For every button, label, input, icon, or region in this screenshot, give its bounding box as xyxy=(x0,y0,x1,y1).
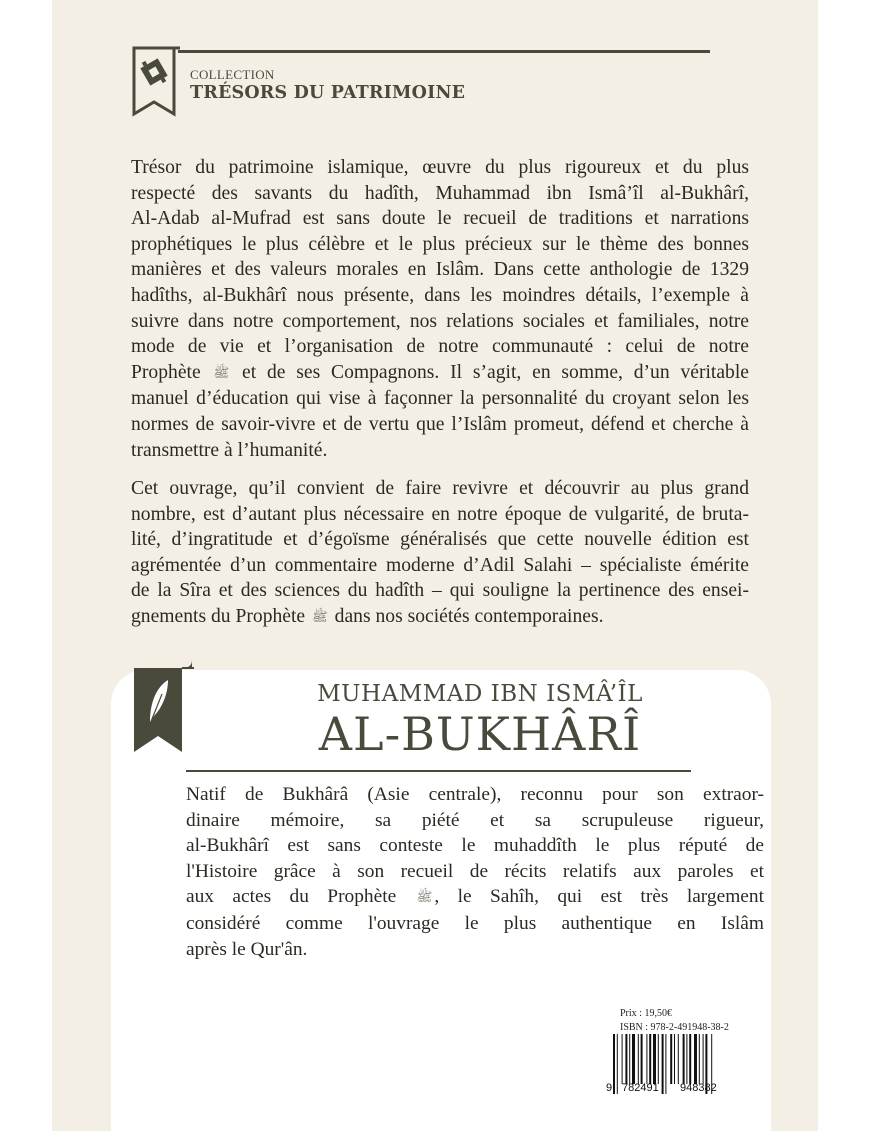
honorific-glyph: ﷺ xyxy=(312,609,328,625)
barcode-bar xyxy=(625,1034,627,1084)
text-line: l'Histoire grâce à son recueil de récits relatifs aux paroles et xyxy=(186,860,764,882)
barcode-bar xyxy=(632,1034,635,1084)
barcode-bar xyxy=(646,1034,647,1084)
text-line: Trésor du patrimoine islamique, œuvre du plus rigoureux et du plus xyxy=(131,157,749,178)
text-line xyxy=(131,360,749,387)
series-title: TRÉSORS DU PATRIMOINE xyxy=(190,83,466,103)
barcode-bar xyxy=(649,1034,651,1084)
barcode-bar xyxy=(670,1034,672,1084)
text-segment: Prophète xyxy=(131,361,201,383)
text-line: nombre, est d’autant plus nécessaire en notre époque de vulgarité, de bruta- xyxy=(131,503,749,525)
honorific-glyph: ﷺ xyxy=(416,890,433,906)
header-rule xyxy=(178,50,710,53)
text-line: dinaire mémoire, sa piété et sa scrupuleuse rigueur, xyxy=(186,809,764,831)
description-paragraph-1 xyxy=(131,155,749,463)
text-line: après le Qur'ân. xyxy=(186,938,308,960)
honorific-glyph: ﷺ xyxy=(213,365,230,381)
text-line: de la Sîra et des sciences du hadîth – qui souligne la pertinence des ensei- xyxy=(131,580,749,602)
text-line: respecté des savants du hadîth, Muhammad ibn Ismâ’îl al-Bukhârî, xyxy=(131,182,749,204)
text-line: manières et des valeurs morales en Islâm. Dans cette anthologie de 1329 xyxy=(131,259,749,281)
text-line: transmettre à l’humanité. xyxy=(131,439,328,461)
text-line: hadîths, al-Bukhârî nous présente, dans les moindres détails, l’exemple à xyxy=(131,284,749,306)
text-line: normes de savoir-vivre et de vertu que l’Islâm promeut, défend et cherche à xyxy=(131,413,749,435)
author-rule xyxy=(186,770,691,772)
text-segment: et de ses Compagnons. Il s’agit, en somme, d’un véritable xyxy=(242,361,749,383)
barcode-bar xyxy=(622,1034,623,1084)
barcode-digit-group: 948382 xyxy=(680,1082,717,1094)
bookmark-quill-icon xyxy=(132,660,194,754)
author-bio xyxy=(186,782,764,962)
isbn-label: ISBN : 978-2-491948-38-2 xyxy=(620,1022,729,1033)
text-line: prophétiques le plus célèbre et le plus précieux sur le thème des bonnes xyxy=(131,233,749,255)
barcode-digit-group: 782491 xyxy=(622,1082,659,1094)
barcode-bar xyxy=(686,1034,687,1084)
text-line: manuel d’éducation qui vise à façonner la personnalité du croyant selon les xyxy=(131,388,749,410)
text-line: agrémentée d’un commentaire moderne d’Adil Salahi – spécialiste émérite xyxy=(131,554,749,576)
barcode-bar xyxy=(653,1034,656,1084)
text-line: mode de vie et l’organisation de notre communauté : celui de notre xyxy=(131,336,749,358)
barcode-bar xyxy=(674,1034,675,1084)
collection-logo-icon xyxy=(130,42,180,118)
text-line: suivre dans notre comportement, nos relations sociales et familiales, notre xyxy=(131,310,749,332)
barcode-bar xyxy=(694,1034,697,1084)
author-last-name: AL-BUKHÂRÎ xyxy=(318,707,642,761)
barcode-bar xyxy=(703,1034,704,1084)
text-segment: aux actes du Prophète xyxy=(186,886,397,908)
text-segment: dans nos sociétés contemporaines. xyxy=(334,605,604,627)
barcode-bar xyxy=(683,1034,685,1084)
barcode-bar xyxy=(658,1034,659,1084)
collection-label: COLLECTION xyxy=(190,67,275,82)
barcode-bar xyxy=(641,1034,643,1084)
text-line: Natif de Bukhârâ (Asie centrale), reconnu pour son extraor- xyxy=(186,784,764,805)
barcode-bar xyxy=(689,1034,691,1084)
text-line xyxy=(186,884,764,911)
barcode-bar xyxy=(662,1034,664,1094)
text-line: lité, d’ingratitude et d’égoïsme généralisés que cette nouvelle édition est xyxy=(131,529,749,551)
barcode-bar xyxy=(638,1034,639,1084)
barcode-bar xyxy=(613,1034,615,1094)
text-segment: gnements du Prophète xyxy=(131,605,306,627)
text-line: Cet ouvrage, qu’il convient de faire revivre et découvrir au plus grand xyxy=(131,478,749,499)
barcode-bar xyxy=(629,1034,630,1084)
text-line: Al-Adab al-Mufrad est sans doute le recueil de traditions et narrations xyxy=(131,208,749,230)
text-line xyxy=(131,604,749,631)
text-line: al-Bukhârî est sans conteste le muhaddîth le plus réputé de xyxy=(186,835,764,857)
price-label: Prix : 19,50€ xyxy=(620,1008,672,1019)
description-paragraph-2 xyxy=(131,476,749,631)
barcode-bar xyxy=(678,1034,679,1084)
barcode-digit-group: 9 xyxy=(606,1082,613,1094)
text-line: considéré comme l'ouvrage le plus authentique en Islâm xyxy=(186,912,764,934)
barcode-bar xyxy=(617,1034,618,1094)
barcode-bar xyxy=(665,1034,666,1094)
author-first-name: MUHAMMAD IBN ISMÂ’ÎL xyxy=(317,681,643,707)
barcode-bar xyxy=(699,1034,700,1084)
text-segment: , le Sahîh, qui est très largement xyxy=(434,886,764,908)
